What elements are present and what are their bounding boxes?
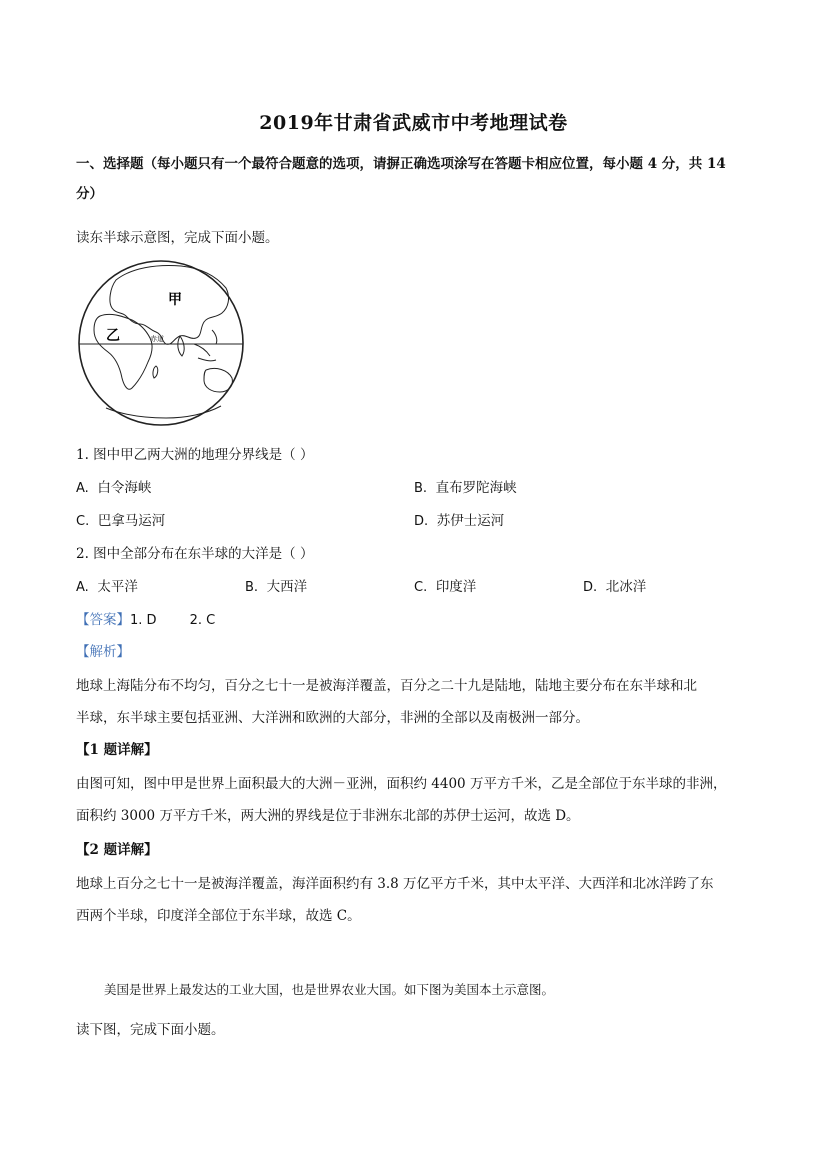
answer-line — [76, 608, 215, 628]
detail1-label: 【1 题详解】 — [76, 742, 158, 758]
q2-option-a[interactable] — [76, 575, 138, 595]
detail2-label: 【2 题详解】 — [76, 842, 158, 858]
q2-option-b[interactable] — [245, 575, 307, 595]
group2-intro1: 美国是世界上最发达的工业大国，也是世界农业大国。如下图为美国本土示意图。 — [104, 982, 555, 997]
q1-option-a[interactable] — [76, 476, 151, 496]
option-letter: D. — [583, 580, 598, 595]
question-1-stem: 1. 图中甲乙两大洲的地理分界线是（ ） — [76, 447, 314, 463]
section-heading-line1: 一、选择题（每小题只有一个最符合题意的选项，请摒正确选项涂写在答题卡相应位置，每小题 4 分，共 14 — [76, 156, 726, 172]
detail2-line2: 西两个半球，印度洋全部位于东半球，故选 C。 — [76, 908, 361, 924]
group1-intro: 读东半球示意图，完成下面小题。 — [76, 230, 279, 246]
q2-option-c[interactable] — [414, 575, 476, 595]
q1-option-b[interactable] — [414, 476, 517, 496]
label-yi: 乙 — [106, 328, 120, 344]
option-letter: C. — [76, 514, 90, 529]
option-text: 大西洋 — [266, 579, 308, 595]
group2-intro2: 读下图，完成下面小题。 — [76, 1022, 225, 1038]
analysis-line1: 地球上海陆分布不均匀，百分之七十一是被海洋覆盖，百分之二十九是陆地，陆地主要分布在东半球和北 — [76, 678, 697, 694]
detail1-line1: 由图可知，图中甲是世界上面积最大的大洲－亚洲，面积约 4400 万平方千米，乙是全部位于东半球的非洲， — [76, 776, 727, 792]
detail1-line2: 面积约 3000 万平方千米，两大洲的界线是位于非洲东北部的苏伊士运河，故选 D。 — [76, 808, 580, 824]
option-text: 太平洋 — [97, 579, 138, 595]
page-title: 2019年甘肃省武威市中考地理试卷 — [259, 112, 568, 134]
q2-option-d[interactable] — [583, 575, 646, 595]
option-letter: D. — [414, 514, 429, 529]
option-letter: A. — [76, 580, 89, 595]
section-heading-line2: 分） — [76, 186, 103, 202]
equator-label: 赤道 — [150, 335, 164, 343]
globe-outline — [79, 261, 243, 425]
label-jia: 甲 — [168, 292, 182, 308]
option-letter: A. — [76, 481, 89, 496]
question-2-stem: 2. 图中全部分布在东半球的大洋是（ ） — [76, 546, 314, 562]
analysis-line2: 半球，东半球主要包括亚洲、大洋洲和欧洲的大部分，非洲的全部以及南极洲一部分。 — [76, 710, 589, 726]
answer-text: 1. D 2. C — [130, 613, 216, 628]
detail2-line1: 地球上百分之七十一是被海洋覆盖，海洋面积约有 3.8 万亿平方千米，其中太平洋、大西洋和北冰洋跨了东 — [76, 876, 714, 892]
option-text: 苏伊士运河 — [436, 513, 505, 529]
option-text: 白令海峡 — [97, 480, 152, 496]
option-letter: C. — [414, 580, 428, 595]
answer-label: 【答案】 — [76, 612, 130, 628]
option-letter: B. — [245, 580, 259, 595]
option-text: 巴拿马运河 — [97, 513, 166, 529]
eastern-hemisphere-map — [76, 258, 246, 428]
option-text: 直布罗陀海峡 — [435, 480, 517, 496]
q1-option-c[interactable] — [76, 509, 165, 529]
q1-option-d[interactable] — [414, 509, 504, 529]
option-text: 北冰洋 — [605, 579, 647, 595]
analysis-label: 【解析】 — [76, 644, 130, 660]
option-letter: B. — [414, 481, 428, 496]
option-text: 印度洋 — [435, 579, 477, 595]
